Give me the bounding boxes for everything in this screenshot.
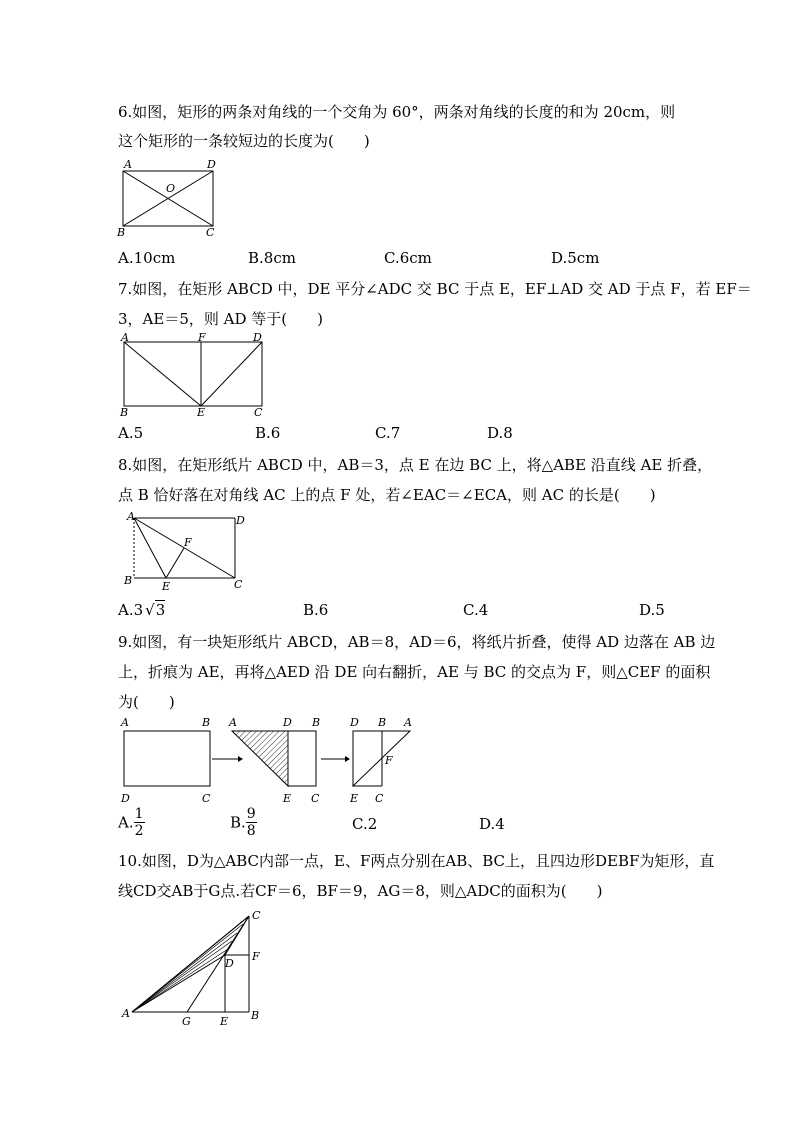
sqrt-symbol: √3 <box>145 601 166 619</box>
q9-p1-label-c: C <box>202 792 211 805</box>
q6-option-a: A.10cm <box>118 249 176 267</box>
q9-text-line2: 上，折痕为 AE，再将△AED 沿 DE 向右翻折，AE 与 BC 的交点为 F，则△CEF 的面积 <box>118 663 711 681</box>
q9-p2-label-a: A <box>229 716 237 729</box>
q9-p3-label-c: C <box>375 792 384 805</box>
q10-figure <box>118 906 278 1030</box>
q7-text-line1: 7.如图，在矩形 ABCD 中，DE 平分∠ADC 交 BC 于点 E，EF⊥AD 交 AD 于点 F，若 EF＝ <box>118 280 752 298</box>
q7-option-d: D.8 <box>487 424 513 442</box>
q8-text-line1: 8.如图，在矩形纸片 ABCD 中，AB＝3，点 E 在边 BC 上，将△ABE 沿直线 AE 折叠， <box>118 456 713 474</box>
q7-option-a: A.5 <box>118 424 144 442</box>
q7-label-d: D <box>253 332 262 344</box>
q9-option-a-den: 2 <box>134 823 144 839</box>
q9-p1-label-a: A <box>121 716 129 729</box>
q9-p2-label-c: C <box>311 792 320 805</box>
q8-label-a: A <box>127 510 135 523</box>
q8-label-f: F <box>184 536 192 549</box>
q6-option-c: C.6cm <box>384 249 432 267</box>
q9-p2-label-e: E <box>283 792 292 805</box>
q9-p1-label-d: D <box>121 792 130 805</box>
q9-option-b-num: 9 <box>246 806 256 822</box>
q10-label-f: F <box>252 950 260 963</box>
q6-label-o: O <box>166 182 176 195</box>
q7-option-b: B.6 <box>255 424 281 442</box>
q9-option-a-fraction <box>134 806 145 839</box>
q6-text-line2: 这个矩形的一条较短边的长度为( ) <box>118 132 370 150</box>
q10-label-c: C <box>252 909 261 922</box>
q7-label-f: F <box>198 332 206 344</box>
q9-p2-label-d: D <box>283 716 292 729</box>
q7-label-c: C <box>254 406 263 419</box>
q9-p2-label-b: B <box>312 716 321 729</box>
q6-label-a: A <box>124 158 132 171</box>
q10-label-b: B <box>251 1009 260 1022</box>
q9-p3-label-d: D <box>350 716 359 729</box>
q8-option-a <box>118 600 165 620</box>
q8-option-c: C.4 <box>463 601 489 619</box>
q9-option-d: D.4 <box>479 815 505 833</box>
q7-label-a: A <box>121 332 129 344</box>
q7-label-e: E <box>197 406 206 419</box>
q10-label-g: G <box>182 1015 191 1028</box>
q9-option-b <box>230 806 257 839</box>
q10-label-e: E <box>220 1015 229 1028</box>
q8-option-b: B.6 <box>303 601 329 619</box>
q9-option-a <box>118 806 145 839</box>
q9-p3-label-e: E <box>350 792 359 805</box>
q9-p3-label-f: F <box>385 754 393 767</box>
q7-label-b: B <box>120 406 129 419</box>
q9-option-a-num: 1 <box>134 806 144 822</box>
q6-label-d: D <box>207 158 216 171</box>
q9-p1-label-b: B <box>202 716 211 729</box>
q9-figure <box>116 713 426 806</box>
q8-label-e: E <box>162 580 171 592</box>
q8-label-d: D <box>236 514 245 527</box>
q7-figure <box>115 332 275 420</box>
q8-figure <box>118 508 253 592</box>
q9-option-a-prefix: A. <box>118 813 134 832</box>
q8-option-d: D.5 <box>639 601 665 619</box>
q8-option-a-radicand: 3 <box>155 601 166 619</box>
q10-text-line2: 线CD交AB于G点.若CF＝6，BF＝9，AG＝8，则△ADC的面积为( ) <box>118 882 603 900</box>
q10-text-line1: 10.如图，D为△ABC内部一点，E、F两点分别在AB、BC上，且四边形DEBF为矩形，直 <box>118 852 715 870</box>
q10-label-d: D <box>225 957 234 970</box>
q8-label-b: B <box>124 574 133 587</box>
q9-option-b-prefix: B. <box>230 813 246 832</box>
q9-option-c: C.2 <box>352 815 378 833</box>
q6-text-line1: 6.如图，矩形的两条对角线的一个交角为 60°，两条对角线的长度的和为 20cm，则 <box>118 103 676 121</box>
q6-option-b: B.8cm <box>248 249 296 267</box>
q8-label-c: C <box>234 578 243 591</box>
q8-option-a-prefix: A.3 <box>118 601 144 619</box>
q9-text-line3: 为( ) <box>118 693 175 711</box>
q9-option-b-den: 8 <box>246 823 256 839</box>
q7-text-line2: 3，AE＝5，则 AD 等于( ) <box>118 310 323 328</box>
q8-text-line2: 点 B 恰好落在对角线 AC 上的点 F 处，若∠EAC＝∠ECA，则 AC 的长是( ) <box>118 486 656 504</box>
q6-label-c: C <box>206 226 215 238</box>
q6-option-d: D.5cm <box>551 249 600 267</box>
q7-option-c: C.7 <box>375 424 401 442</box>
q9-p3-label-b: B <box>378 716 387 729</box>
q9-text-line1: 9.如图，有一块矩形纸片 ABCD，AB＝8，AD＝6，将纸片折叠，使得 AD 边落在 AB 边 <box>118 633 716 651</box>
q9-p3-label-a: A <box>404 716 412 729</box>
q6-figure <box>112 158 222 238</box>
q10-label-a: A <box>122 1007 130 1020</box>
q6-label-b: B <box>117 226 126 238</box>
q9-option-b-fraction <box>246 806 257 839</box>
